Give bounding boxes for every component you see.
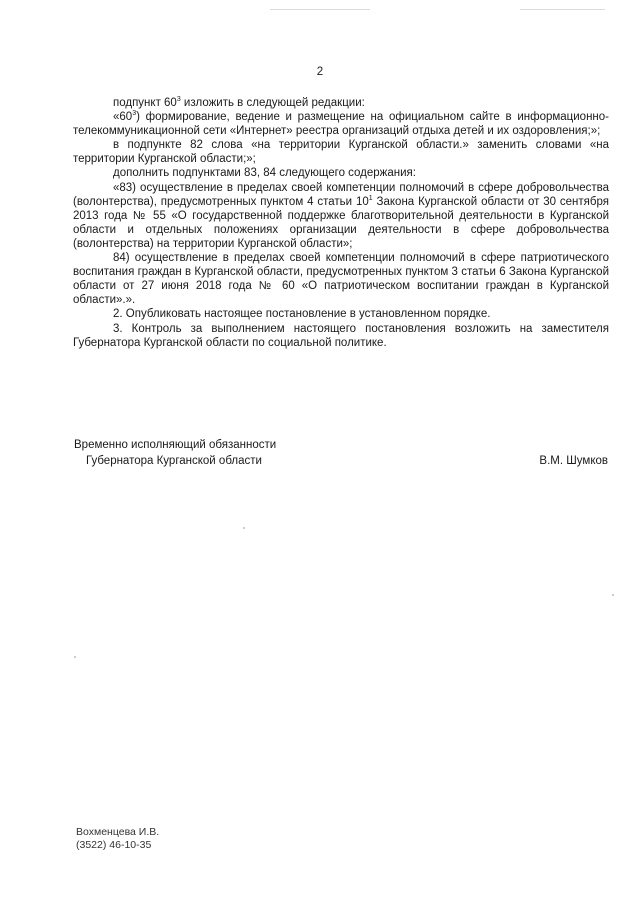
paragraph-83: «83) осуществление в пределах своей компетенции полномочий в сфере добровольчества (волонтерства), предусмотренных пунктом 4 статьи $10^1$ Закона Курганской области от 30 сентября 2013 года № 55 «О государственной поддержке благотворительной деятельности в Курганской области и отдельных положениях организации деятельности в сфере добровольчества (волонтерства) на территории Курганской области»; <box>73 181 609 250</box>
executor-phone: (3522) 46-10-35 <box>76 839 152 851</box>
paragraph-82: в подпункте 82 слова «на территории Курганской области.» заменить словами «на территории Курганской области;»; <box>73 139 609 166</box>
scan-dot <box>243 527 245 529</box>
executor-block <box>76 826 159 852</box>
signature-name: В.М. Шумков <box>539 455 608 467</box>
paragraph-publish: 2. Опубликовать настоящее постановление в установленном порядке. <box>113 308 491 321</box>
executor-name: Вохменцева И.В. <box>76 826 160 838</box>
scan-mark-top <box>270 9 370 10</box>
page-number: 2 <box>316 66 324 78</box>
paragraph-control: 3. Контроль за выполнением настоящего постановления возложить на заместителя Губернатора Курганской области по социальной политике. <box>73 322 609 349</box>
signature-role-line2: Губернатора Курганской области <box>86 455 262 467</box>
scan-mark-top-right <box>520 9 605 10</box>
paragraph-84: 84) осуществление в пределах своей компетенции полномочий в сфере патриотического воспитания граждан в Курганской области, предусмотренных пунктом 3 статьи 6 Закона Курганской области от 27 июня 2018 года № 60 «О патриотическом воспитании граждан в Курганской области».». <box>73 252 609 307</box>
paragraph-60-3: «$60^3$) формирование, ведение и размещение на официальном сайте в информационно-телекоммуникационной сети «Интернет» реестра организаций отдыха детей и их оздоровления;»; <box>73 110 609 138</box>
signature-role-line1: Временно исполняющий обязанности <box>74 439 277 451</box>
document-body <box>73 96 609 350</box>
paragraph-intro: подпункт $60^3$ изложить в следующей редакции: <box>113 96 365 109</box>
scan-dot <box>612 594 614 596</box>
scan-dot <box>74 656 76 658</box>
paragraph-add-83-84: дополнить подпунктами 83, 84 следующего содержания: <box>113 167 416 180</box>
